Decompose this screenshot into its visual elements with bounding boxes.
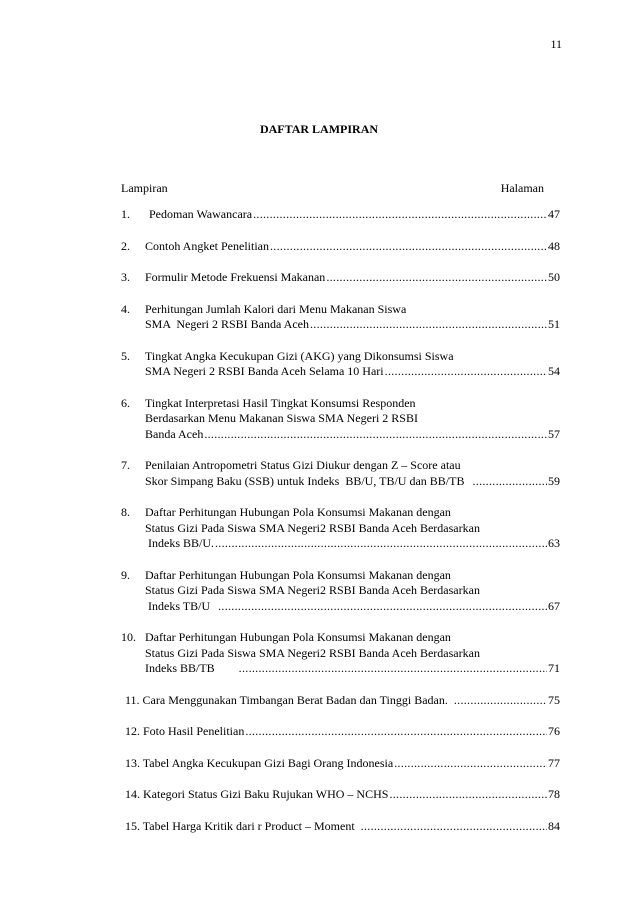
toc-entry-page: 71 (548, 661, 560, 675)
toc-entry-text: Indeks BB/TB (145, 661, 215, 675)
toc-entry-text: 13. Tabel Angka Kecukupan Gizi Bagi Orang Indonesia (125, 755, 394, 770)
toc-entry-13 (121, 756, 560, 772)
dot-leader (204, 427, 547, 443)
dot-leader (389, 787, 547, 803)
dot-leader (253, 207, 547, 223)
dot-leader (361, 819, 547, 835)
toc-header-halaman: Halaman (500, 181, 544, 195)
dot-leader (472, 474, 547, 490)
page-number: 11 (550, 37, 562, 51)
toc-entry-text: Contoh Angket Penelitian (145, 238, 269, 253)
toc-entry-number: 7. (121, 458, 130, 472)
toc-header (121, 181, 544, 196)
toc-entry-9 (121, 568, 560, 615)
toc-entry-number: 9. (121, 567, 130, 582)
dot-leader (326, 270, 547, 286)
toc-entry-number: 10. (121, 630, 136, 644)
toc-entry-page: 57 (548, 426, 560, 441)
toc-entry-7 (121, 458, 560, 489)
toc-entry-text: SMA Negeri 2 RSBI Banda Aceh Selama 10 Hari (145, 364, 384, 378)
toc-entry-page: 75 (548, 692, 560, 707)
toc-entry-text: Indeks TB/U (148, 598, 211, 613)
toc-entry-12 (121, 724, 560, 740)
toc-entry-page: 48 (548, 238, 560, 253)
toc-entry-text: Skor Simpang Baku (SSB) untuk Indeks BB/U, TB/U dan BB/TB (145, 473, 465, 488)
toc-entry-number: 3. (121, 270, 130, 284)
toc-entry-page: 84 (548, 818, 560, 833)
toc-header-lampiran: Lampiran (121, 181, 168, 195)
toc-entry-5 (121, 349, 560, 380)
toc-entry-page: 51 (548, 317, 560, 331)
toc-entry-text: Status Gizi Pada Siswa SMA Negeri2 RSBI Banda Aceh Berdasarkan (145, 520, 480, 535)
toc-entry-text: Perhitungan Jumlah Kalori dari Menu Makanan Siswa (145, 301, 407, 316)
dot-leader (270, 239, 547, 255)
toc-entry-text: Banda Aceh (145, 426, 204, 441)
toc-entry-number: 4. (121, 301, 130, 316)
toc-entry-page: 47 (548, 207, 560, 221)
toc-entry-text: Daftar Perhitungan Hubungan Pola Konsumsi Makanan dengan (145, 567, 451, 582)
dot-leader (215, 536, 547, 552)
toc-entry-text: Formulir Metode Frekuensi Makanan (145, 270, 326, 284)
toc-entry-page: 67 (548, 598, 560, 613)
toc-entry-11 (121, 693, 560, 709)
toc-entry-page: 76 (548, 724, 560, 738)
toc-entry-page: 59 (548, 473, 560, 488)
toc-entry-1 (121, 207, 560, 223)
toc-entry-number: 1. (121, 207, 130, 221)
toc-entry-number: 2. (121, 238, 130, 253)
toc-entry-text: Tingkat Angka Kecukupan Gizi (AKG) yang Dikonsumsi Siswa (145, 348, 454, 363)
toc-entry-8 (121, 505, 560, 552)
toc-entry-text: Tingkat Interpretasi Hasil Tingkat Konsumsi Responden (145, 395, 416, 410)
dot-leader (245, 724, 547, 740)
toc-entry-text: Berdasarkan Menu Makanan Siswa SMA Negeri 2 RSBI (145, 411, 418, 425)
toc-entry-text: Status Gizi Pada Siswa SMA Negeri2 RSBI Banda Aceh Berdasarkan (145, 645, 480, 660)
toc-entry-2 (121, 239, 560, 255)
toc-entry-text: 14. Kategori Status Gizi Baku Rujukan WHO – NCHS (125, 787, 389, 801)
dot-leader (239, 661, 547, 677)
toc-entry-3 (121, 270, 560, 286)
toc-entry-text: Indeks BB/U. (148, 536, 214, 550)
toc-entry-page: 54 (548, 364, 560, 378)
dot-leader (385, 364, 547, 380)
toc-entry-number: 8. (121, 505, 130, 519)
toc-entry-text: Pedoman Wawancara (149, 207, 253, 221)
dot-leader (218, 599, 547, 615)
toc-entry-6 (121, 396, 560, 443)
toc-entry-text: 12. Foto Hasil Penelitian (125, 724, 245, 738)
toc-entry-number: 6. (121, 395, 130, 410)
toc-entry-text: SMA Negeri 2 RSBI Banda Aceh (145, 317, 309, 331)
toc-entry-text: 15. Tabel Harga Kritik dari r Product – Moment (125, 818, 355, 833)
toc-entry-page: 63 (548, 536, 560, 550)
toc-entry-4 (121, 302, 560, 333)
toc-list (121, 207, 560, 850)
toc-entry-page: 77 (548, 755, 560, 770)
toc-entry-10 (121, 630, 560, 677)
toc-entry-text: Penilaian Antropometri Status Gizi Diukur dengan Z – Score atau (145, 458, 461, 472)
toc-entry-text: 11. Cara Menggunakan Timbangan Berat Badan dan Tinggi Badan. (125, 692, 448, 707)
dot-leader (310, 317, 547, 333)
toc-entry-page: 78 (548, 787, 560, 801)
dot-leader (454, 693, 547, 709)
page-title: DAFTAR LAMPIRAN (259, 122, 379, 136)
toc-entry-text: Status Gizi Pada Siswa SMA Negeri2 RSBI Banda Aceh Berdasarkan (145, 583, 480, 597)
toc-entry-text: Daftar Perhitungan Hubungan Pola Konsumsi Makanan dengan (145, 630, 451, 644)
dot-leader (394, 756, 547, 772)
toc-entry-number: 5. (121, 348, 130, 363)
toc-entry-text: Daftar Perhitungan Hubungan Pola Konsumsi Makanan dengan (145, 505, 451, 519)
toc-entry-15 (121, 819, 560, 835)
toc-entry-page: 50 (548, 270, 560, 284)
toc-entry-14 (121, 787, 560, 803)
